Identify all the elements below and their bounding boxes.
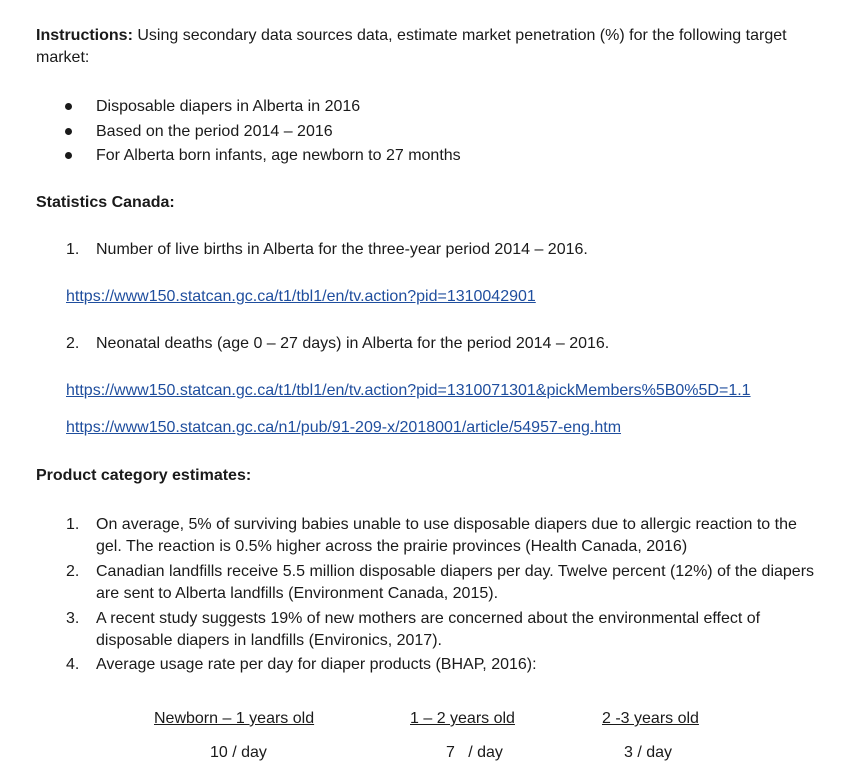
- statcan-item-2-number: 2.: [66, 335, 80, 352]
- target-bullet-2: Based on the period 2014 – 2016: [96, 123, 333, 140]
- instructions-text: Using secondary data sources data, estimate market penetration (%) for the following target market:: [36, 27, 787, 66]
- bullet-icon: [65, 128, 72, 135]
- target-bullet-3: For Alberta born infants, age newborn to 27 months: [96, 147, 461, 164]
- live-births-link[interactable]: https://www150.statcan.gc.ca/t1/tbl1/en/tv.action?pid=1310042901: [66, 288, 536, 305]
- product-item-3-number: 3.: [66, 610, 80, 627]
- usage-value-newborn: 10 / day: [210, 744, 267, 761]
- instructions-label: Instructions:: [36, 27, 133, 44]
- product-item-1-text: On average, 5% of surviving babies unable to use disposable diapers due to allergic reaction to the gel. The reaction is 0.5% higher across the prairie provinces (Health Canada, 2016): [96, 516, 797, 555]
- instructions-paragraph: [36, 25, 826, 69]
- product-item-2-number: 2.: [66, 563, 80, 580]
- product-heading: Product category estimates:: [36, 467, 252, 484]
- statcan-heading: Statistics Canada:: [36, 194, 175, 211]
- statcan-item-1-number: 1.: [66, 241, 80, 258]
- usage-value-1-2: 7 / day: [446, 744, 503, 761]
- statcan-item-2-text: Neonatal deaths (age 0 – 27 days) in Alberta for the period 2014 – 2016.: [96, 335, 610, 352]
- product-item-4-number: 4.: [66, 656, 80, 673]
- usage-header-2-3: 2 -3 years old: [602, 710, 699, 727]
- usage-header-1-2: 1 – 2 years old: [410, 710, 515, 727]
- usage-header-newborn: Newborn – 1 years old: [154, 710, 315, 727]
- product-item-3-text: A recent study suggests 19% of new mothers are concerned about the environmental effect of disposable diapers in landfills (Environics, 2017).: [96, 610, 761, 649]
- neonatal-article-link[interactable]: https://www150.statcan.gc.ca/n1/pub/91-209-x/2018001/article/54957-eng.htm: [66, 419, 622, 436]
- usage-value-2-3: 3 / day: [624, 744, 673, 761]
- target-bullet-1: Disposable diapers in Alberta in 2016: [96, 98, 361, 115]
- product-item-4-text: Average usage rate per day for diaper products (BHAP, 2016):: [96, 656, 537, 673]
- neonatal-deaths-link[interactable]: https://www150.statcan.gc.ca/t1/tbl1/en/tv.action?pid=1310071301&pickMembers%5B0%5D=1.1: [66, 382, 751, 399]
- statcan-item-1-text: Number of live births in Alberta for the three-year period 2014 – 2016.: [96, 241, 588, 258]
- bullet-icon: [65, 103, 72, 110]
- product-item-1-number: 1.: [66, 516, 80, 533]
- product-item-2-text: Canadian landfills receive 5.5 million disposable diapers per day. Twelve percent (12%) of the diapers are sent to Alberta landfills (Environment Canada, 2015).: [96, 563, 815, 602]
- bullet-icon: [65, 152, 72, 159]
